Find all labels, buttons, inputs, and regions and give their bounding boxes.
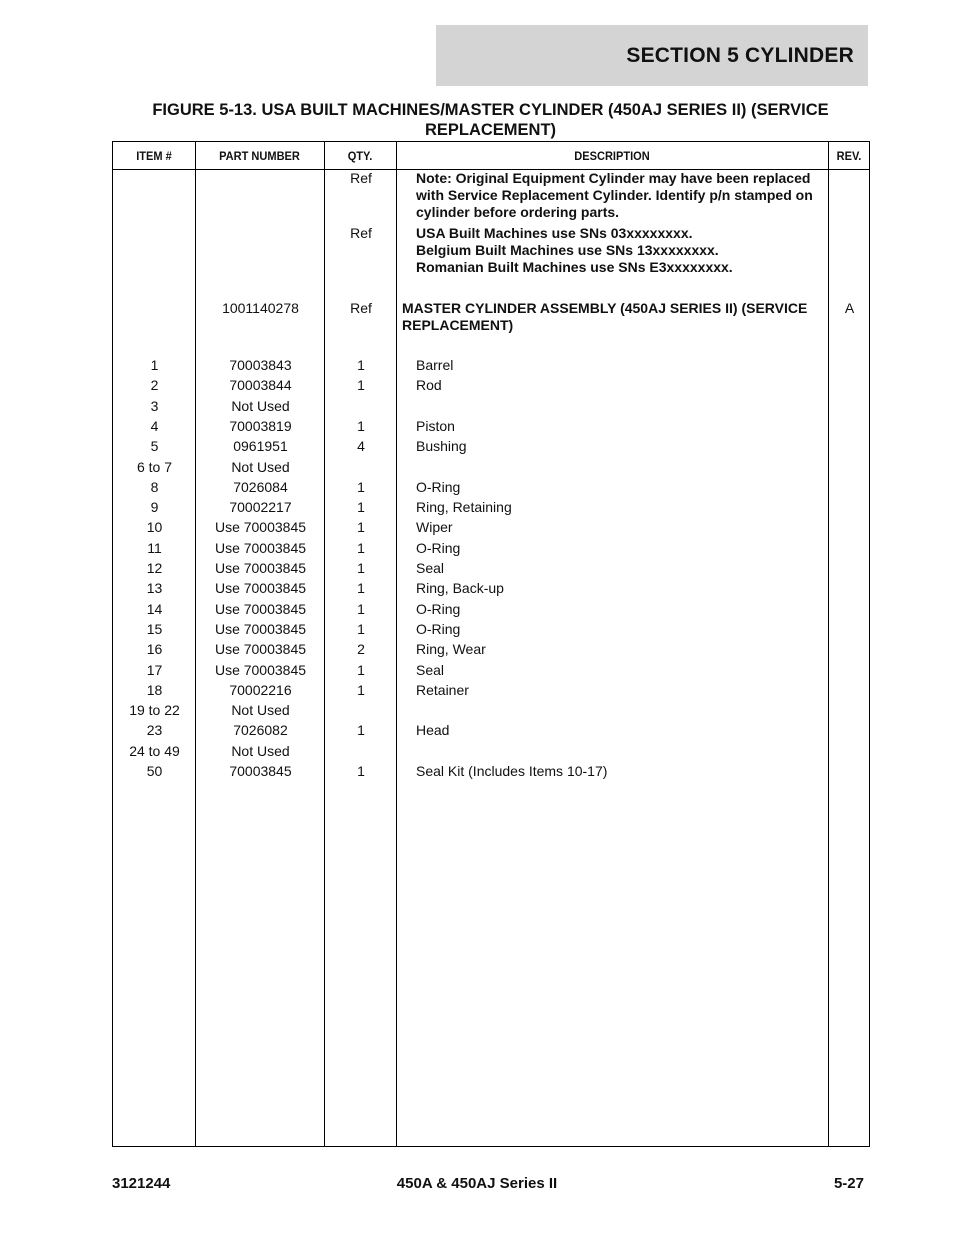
part-number-cell: 70002217 (229, 499, 292, 516)
description-cell: Seal (416, 560, 445, 576)
header-rev: REV. (836, 148, 862, 163)
part-number-cell: Not Used (231, 742, 290, 759)
qty-cell: 1 (357, 620, 365, 637)
part-number-cell: 0961951 (233, 438, 288, 455)
description-cell: Barrel (416, 357, 454, 373)
description-cell: Wiper (416, 519, 453, 536)
item-cell: 24 to 49 (129, 742, 180, 759)
assembly-line: MASTER CYLINDER ASSEMBLY (450AJ SERIES II) (SERVICE (402, 300, 808, 316)
qty-cell: Ref (350, 300, 372, 316)
parts-table (112, 141, 870, 1147)
qty-cell: 1 (357, 377, 365, 394)
qty-cell: 1 (357, 763, 365, 779)
item-cell: 8 (150, 478, 159, 495)
qty-cell: 1 (357, 722, 365, 739)
description-cell: Seal (416, 661, 445, 678)
part-number-cell: Use 70003845 (214, 560, 307, 576)
qty-cell: Ref (350, 225, 372, 241)
note-line: with Service Replacement Cylinder. Identify p/n stamped on (416, 187, 813, 203)
assembly-line: REPLACEMENT) (402, 317, 514, 333)
description-cell: O-Ring (416, 600, 461, 617)
note-line: Romanian Built Machines use SNs E3xxxxxxxx. (416, 259, 733, 275)
description-cell: O-Ring (416, 478, 461, 495)
section-banner (436, 25, 868, 86)
description-cell: Head (416, 722, 450, 739)
item-cell: 19 to 22 (129, 702, 180, 719)
part-number-cell: 7026084 (233, 478, 288, 495)
part-number-cell: Use 70003845 (214, 580, 307, 597)
note-line: Note: Original Equipment Cylinder may have been replaced (416, 170, 811, 186)
item-cell: 50 (146, 763, 163, 779)
note-text (416, 170, 826, 221)
qty-cell: Ref (350, 170, 372, 186)
qty-cell: 1 (357, 357, 365, 373)
qty-cell: 1 (357, 539, 365, 556)
part-number-cell: Use 70003845 (214, 661, 307, 678)
qty-cell: 1 (357, 478, 365, 495)
item-cell: 2 (150, 377, 159, 394)
part-number-cell: 70002216 (229, 681, 292, 698)
part-number-cell: 70003843 (229, 357, 292, 373)
item-cell: 10 (146, 519, 163, 536)
section-title: SECTION 5 CYLINDER (626, 43, 854, 67)
item-cell: 23 (146, 722, 163, 739)
description-cell: Ring, Back-up (416, 580, 504, 597)
description-cell: Piston (416, 417, 455, 434)
part-number-cell: Use 70003845 (214, 539, 307, 556)
part-number-cell: Not Used (231, 397, 290, 414)
item-cell: 1 (150, 357, 159, 373)
part-number-cell: 1001140278 (222, 300, 299, 316)
qty-cell: 1 (357, 580, 365, 597)
description-cell: O-Ring (416, 620, 461, 637)
item-cell: 13 (146, 580, 163, 597)
footer-model: 450A & 450AJ Series II (396, 1175, 558, 1192)
qty-cell: 1 (357, 499, 365, 516)
figure-title: FIGURE 5-13. USA BUILT MACHINES/MASTER CYLINDER (450AJ SERIES II) (SERVICE REPLACEMENT) (152, 101, 829, 139)
item-cell: 14 (146, 600, 163, 617)
description-cell: Rod (416, 377, 442, 394)
footer-doc-number: 3121244 (112, 1175, 171, 1192)
item-cell: 5 (150, 438, 159, 455)
note-line: Belgium Built Machines use SNs 13xxxxxxxx. (416, 242, 719, 258)
description-cell: Retainer (416, 681, 469, 698)
item-cell: 9 (150, 499, 159, 516)
item-cell: 6 to 7 (136, 458, 173, 475)
rev-cell: A (844, 300, 855, 316)
qty-cell: 1 (357, 661, 365, 678)
header-part-number: PART NUMBER (219, 148, 300, 163)
part-number-cell: 70003819 (229, 417, 292, 434)
note-text (416, 225, 826, 276)
item-cell: 3 (150, 397, 159, 414)
qty-cell: 1 (357, 417, 365, 434)
qty-cell: 1 (357, 519, 365, 536)
description-cell: Ring, Retaining (416, 499, 512, 516)
note-line: cylinder before ordering parts. (416, 204, 620, 220)
item-cell: 15 (146, 620, 163, 637)
note-line: USA Built Machines use SNs 03xxxxxxxx. (416, 225, 693, 241)
item-cell: 4 (150, 417, 159, 434)
qty-cell: 1 (357, 560, 365, 576)
part-number-cell: Use 70003845 (214, 620, 307, 637)
description-cell: Bushing (416, 438, 467, 455)
part-number-cell: 70003845 (229, 763, 292, 779)
part-number-cell: Not Used (231, 702, 290, 719)
qty-cell: 1 (357, 681, 365, 698)
qty-cell: 4 (357, 438, 365, 455)
description-cell: Ring, Wear (416, 641, 486, 658)
item-cell: 18 (146, 681, 163, 698)
item-cell: 16 (146, 641, 163, 658)
description-cell: O-Ring (416, 539, 461, 556)
header-description: DESCRIPTION (574, 148, 650, 163)
part-number-cell: Use 70003845 (214, 600, 307, 617)
part-number-cell: Use 70003845 (214, 641, 307, 658)
qty-cell: 1 (357, 600, 365, 617)
part-number-cell: Use 70003845 (214, 519, 307, 536)
column-divider (828, 142, 829, 1146)
footer-page-number: 5-27 (833, 1175, 864, 1192)
part-number-cell: 7026082 (233, 722, 288, 739)
description-cell: Seal Kit (Includes Items 10-17) (416, 763, 608, 779)
item-cell: 12 (146, 560, 163, 576)
header-qty: QTY. (347, 148, 373, 163)
header-item: ITEM # (136, 148, 172, 163)
part-number-cell: Not Used (231, 458, 290, 475)
item-cell: 17 (146, 661, 163, 678)
item-cell: 11 (147, 539, 162, 556)
assembly-description (402, 300, 822, 334)
part-number-cell: 70003844 (229, 377, 292, 394)
qty-cell: 2 (357, 641, 365, 658)
